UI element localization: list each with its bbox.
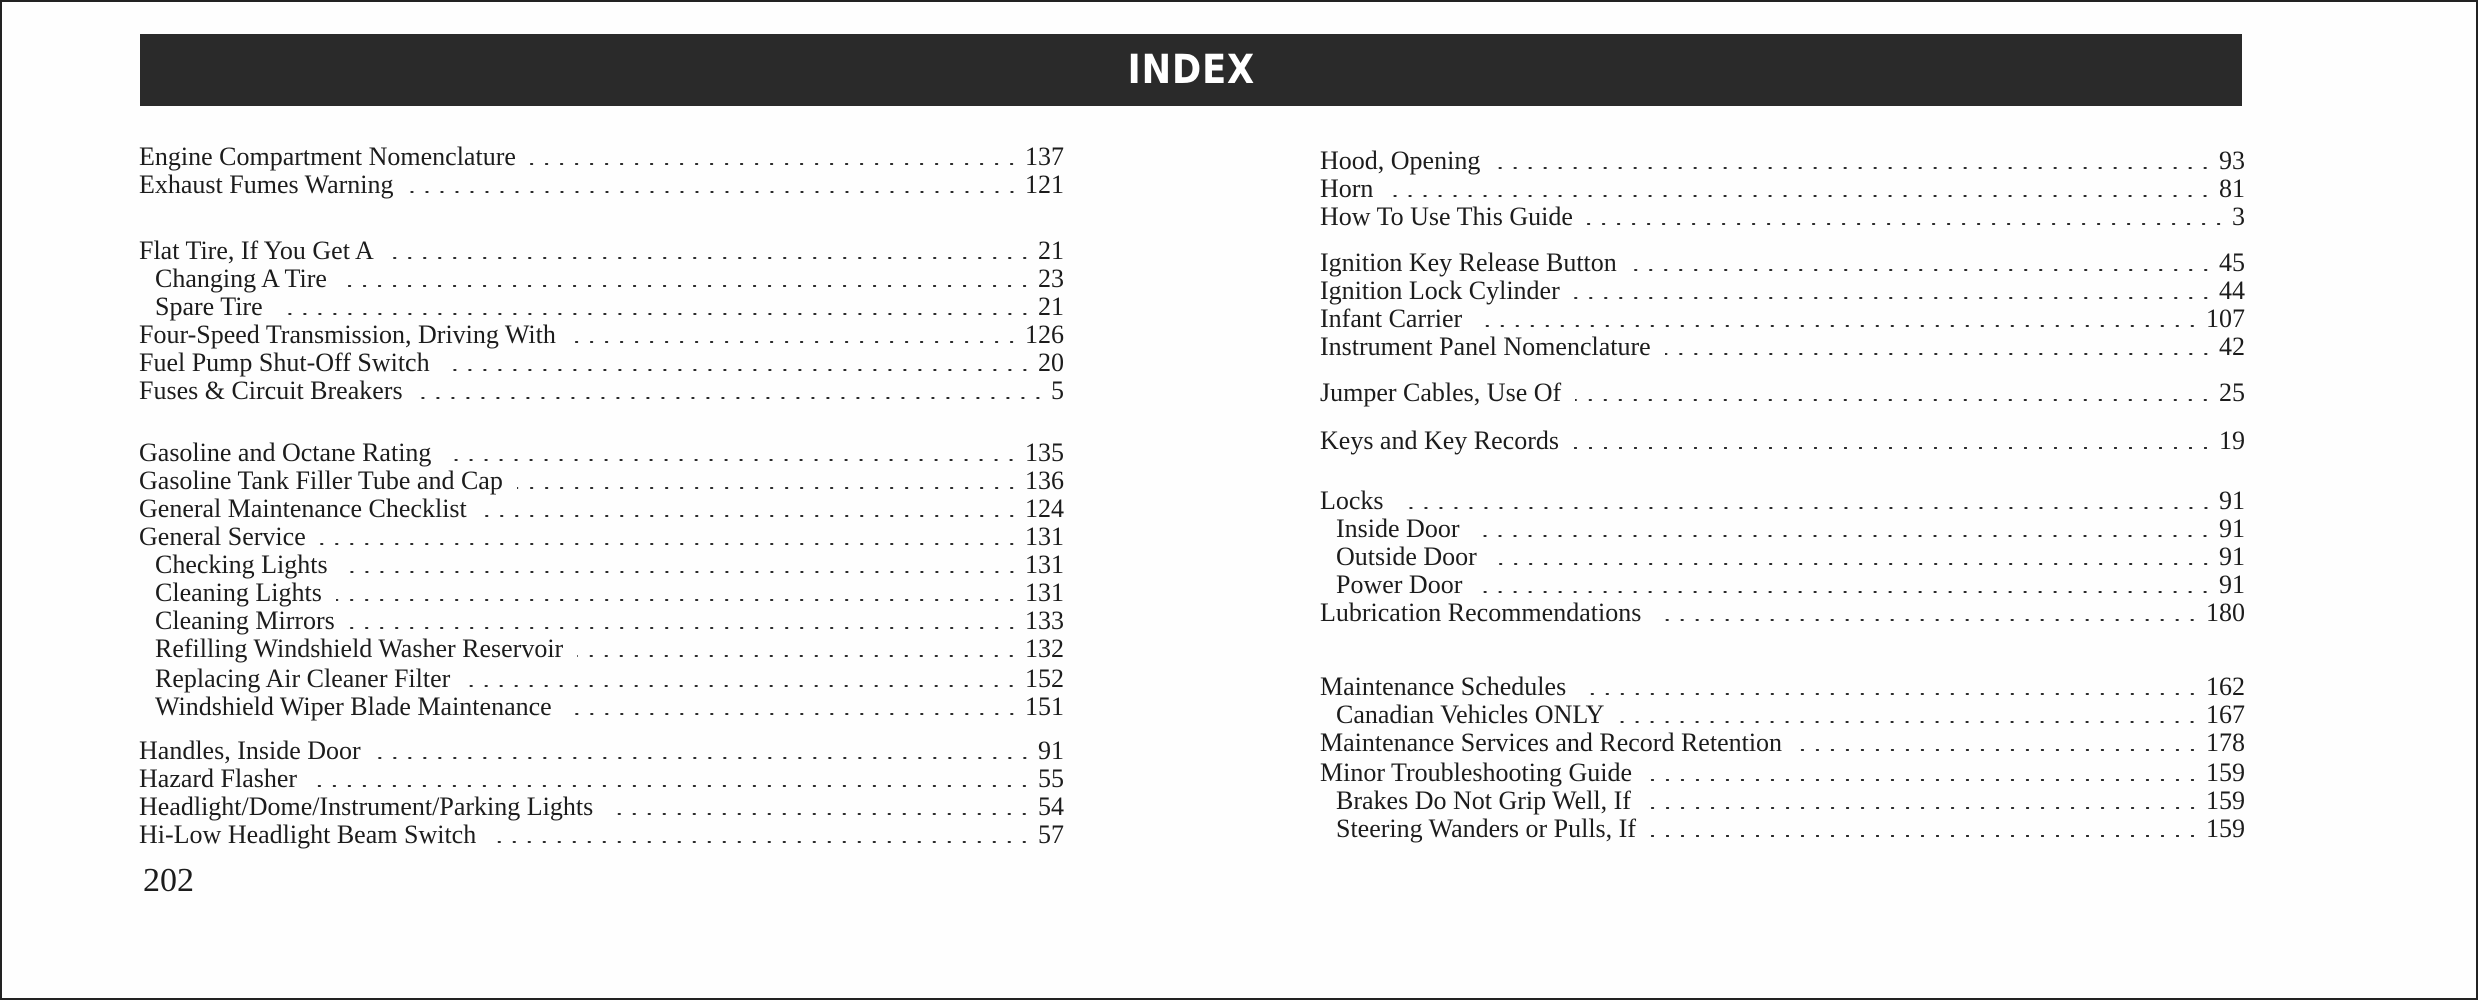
index-entry-label: Hazard Flasher — [139, 764, 298, 793]
index-entry — [139, 466, 1064, 496]
index-entry-page: 25 — [2219, 378, 2245, 407]
dot-leader — [1650, 835, 2200, 837]
index-entry — [139, 438, 1064, 468]
index-entry-label: Refilling Windshield Washer Reservoir — [155, 634, 564, 663]
dot-leader — [375, 757, 1032, 759]
index-entry-page: 132 — [1025, 634, 1064, 663]
index-entry-label: Checking Lights — [155, 550, 328, 579]
dot-leader — [277, 313, 1032, 315]
dot-leader — [1476, 325, 2200, 327]
index-entry-page: 133 — [1025, 606, 1064, 635]
index-entry-page: 20 — [1038, 348, 1064, 377]
index-subentry — [139, 292, 1064, 322]
index-entry-page: 131 — [1025, 550, 1064, 579]
index-entry — [1320, 304, 2245, 334]
index-entry-page: 124 — [1025, 494, 1064, 523]
dot-leader — [1655, 619, 2200, 621]
index-entry-label: Handles, Inside Door — [139, 736, 361, 765]
dot-leader — [1646, 779, 2200, 781]
page-title: INDEX — [1127, 47, 1255, 93]
dot-leader — [490, 841, 1032, 843]
index-entry-label: Exhaust Fumes Warning — [139, 170, 394, 199]
dot-leader — [1618, 721, 2200, 723]
index-entry-label: Four-Speed Transmission, Driving With — [139, 320, 556, 349]
dot-leader — [1580, 693, 2200, 695]
index-entry-label: Steering Wanders or Pulls, If — [1336, 814, 1636, 843]
index-subentry — [139, 578, 1064, 608]
index-entry — [139, 320, 1064, 350]
index-entry-page: 55 — [1038, 764, 1064, 793]
dot-leader — [1573, 447, 2213, 449]
dot-leader — [388, 257, 1032, 259]
dot-leader — [1491, 563, 2213, 565]
index-entry — [139, 522, 1064, 552]
index-entry-label: Jumper Cables, Use Of — [1320, 378, 1562, 407]
index-entry-label: Engine Compartment Nomenclature — [139, 142, 516, 171]
index-entry — [1320, 598, 2245, 628]
index-entry-page: 107 — [2206, 304, 2245, 333]
index-entry-label: Gasoline Tank Filler Tube and Cap — [139, 466, 503, 495]
dot-leader — [607, 813, 1032, 815]
dot-leader — [341, 285, 1032, 287]
index-entry-label: Spare Tire — [155, 292, 263, 321]
index-entry — [1320, 672, 2245, 702]
index-entry — [1320, 728, 2245, 758]
index-entry — [139, 236, 1064, 266]
index-entry-label: Ignition Lock Cylinder — [1320, 276, 1560, 305]
index-header-bar — [140, 34, 2242, 106]
index-subentry — [139, 264, 1064, 294]
index-entry — [139, 764, 1064, 794]
index-entry-page: 178 — [2206, 728, 2245, 757]
index-entry-label: Changing A Tire — [155, 264, 327, 293]
index-entry-label: Infant Carrier — [1320, 304, 1463, 333]
dot-leader — [1476, 591, 2213, 593]
index-entry-page: 91 — [2219, 486, 2245, 515]
page-number: 202 — [143, 862, 194, 899]
index-entry-page: 126 — [1025, 320, 1064, 349]
index-entry-page: 91 — [2219, 542, 2245, 571]
index-entry-label: General Maintenance Checklist — [139, 494, 467, 523]
dot-leader — [1574, 297, 2213, 299]
index-subentry — [139, 692, 1064, 722]
index-subentry — [139, 664, 1064, 694]
index-entry-label: Fuses & Circuit Breakers — [139, 376, 403, 405]
index-entry-page: 91 — [1038, 736, 1064, 765]
index-entry — [139, 792, 1064, 822]
index-entry-label: Fuel Pump Shut-Off Switch — [139, 348, 430, 377]
index-entry — [1320, 248, 2245, 278]
index-entry-page: 42 — [2219, 332, 2245, 361]
index-entry — [1320, 276, 2245, 306]
index-entry-page: 91 — [2219, 514, 2245, 543]
index-subentry — [1320, 700, 2245, 730]
index-entry-label: Maintenance Services and Record Retention — [1320, 728, 1783, 757]
dot-leader — [570, 341, 1019, 343]
index-entry-label: Headlight/Dome/Instrument/Parking Lights — [139, 792, 594, 821]
dot-leader — [566, 713, 1019, 715]
index-entry-label: Instrument Panel Nomenclature — [1320, 332, 1651, 361]
index-subentry — [139, 550, 1064, 580]
index-entry-page: 93 — [2219, 146, 2245, 175]
index-subentry — [139, 606, 1064, 636]
index-entry-label: Locks — [1320, 486, 1384, 515]
index-entry-label: General Service — [139, 522, 306, 551]
index-entry-label: How To Use This Guide — [1320, 202, 1573, 231]
index-entry-page: 19 — [2219, 426, 2245, 455]
index-entry — [1320, 378, 2245, 408]
index-entry-label: Inside Door — [1336, 514, 1460, 543]
dot-leader — [408, 191, 1019, 193]
index-entry-page: 136 — [1025, 466, 1064, 495]
dot-leader — [342, 571, 1019, 573]
index-entry — [139, 348, 1064, 378]
index-entry — [1320, 174, 2245, 204]
dot-leader — [577, 655, 1019, 657]
index-subentry — [1320, 514, 2245, 544]
index-entry-label: Maintenance Schedules — [1320, 672, 1567, 701]
index-entry — [1320, 486, 2245, 516]
index-entry-page: 23 — [1038, 264, 1064, 293]
index-entry-label: Minor Troubleshooting Guide — [1320, 758, 1633, 787]
index-entry-page: 81 — [2219, 174, 2245, 203]
dot-leader — [1587, 223, 2226, 225]
index-entry-page: 21 — [1038, 236, 1064, 265]
index-entry-page: 152 — [1025, 664, 1064, 693]
index-entry-label: Brakes Do Not Grip Well, If — [1336, 786, 1631, 815]
index-entry-page: 159 — [2206, 758, 2245, 787]
dot-leader — [311, 785, 1032, 787]
index-entry-page: 54 — [1038, 792, 1064, 821]
index-entry-label: Windshield Wiper Blade Maintenance — [155, 692, 552, 721]
index-entry-page: 180 — [2206, 598, 2245, 627]
index-entry-page: 151 — [1025, 692, 1064, 721]
index-entry-label: Power Door — [1336, 570, 1463, 599]
index-entry — [139, 170, 1064, 200]
index-entry-page: 3 — [2232, 202, 2245, 231]
index-entry-page: 167 — [2206, 700, 2245, 729]
index-entry-label: Lubrication Recommendations — [1320, 598, 1642, 627]
index-entry-label: Outside Door — [1336, 542, 1477, 571]
index-entry-label: Flat Tire, If You Get A — [139, 236, 374, 265]
index-entry-label: Canadian Vehicles ONLY — [1336, 700, 1605, 729]
index-entry — [139, 820, 1064, 850]
dot-leader — [320, 543, 1019, 545]
index-subentry — [139, 634, 1064, 664]
index-entry-page: 131 — [1025, 578, 1064, 607]
dot-leader — [530, 163, 1019, 165]
index-entry-page: 121 — [1025, 170, 1064, 199]
index-subentry — [1320, 786, 2245, 816]
index-entry-label: Horn — [1320, 174, 1374, 203]
dot-leader — [517, 487, 1019, 489]
dot-leader — [1665, 353, 2213, 355]
index-entry-label: Cleaning Lights — [155, 578, 322, 607]
index-entry — [1320, 332, 2245, 362]
index-subentry — [1320, 542, 2245, 572]
index-entry-page: 131 — [1025, 522, 1064, 551]
dot-leader — [1494, 167, 2213, 169]
dot-leader — [1796, 749, 2200, 751]
index-entry-page: 162 — [2206, 672, 2245, 701]
dot-leader — [1631, 269, 2213, 271]
index-entry-page: 44 — [2219, 276, 2245, 305]
index-entry — [1320, 146, 2245, 176]
dot-leader — [481, 515, 1019, 517]
index-entry-page: 21 — [1038, 292, 1064, 321]
index-entry-page: 137 — [1025, 142, 1064, 171]
dot-leader — [336, 599, 1019, 601]
index-entry — [1320, 426, 2245, 456]
dot-leader — [445, 459, 1019, 461]
index-entry — [139, 376, 1064, 406]
index-subentry — [1320, 570, 2245, 600]
dot-leader — [1473, 535, 2213, 537]
dot-leader — [1575, 399, 2213, 401]
index-entry-page: 91 — [2219, 570, 2245, 599]
index-entry-label: Hood, Opening — [1320, 146, 1481, 175]
dot-leader — [417, 397, 1045, 399]
dot-leader — [1387, 195, 2213, 197]
index-entry — [1320, 202, 2245, 232]
index-entry — [139, 142, 1064, 172]
index-entry-label: Keys and Key Records — [1320, 426, 1559, 455]
index-entry-page: 57 — [1038, 820, 1064, 849]
index-entry — [139, 736, 1064, 766]
dot-leader — [444, 369, 1032, 371]
index-entry — [1320, 758, 2245, 788]
index-entry — [139, 494, 1064, 524]
dot-leader — [1645, 807, 2200, 809]
index-entry-page: 45 — [2219, 248, 2245, 277]
index-subentry — [1320, 814, 2245, 844]
index-entry-label: Cleaning Mirrors — [155, 606, 335, 635]
dot-leader — [349, 627, 1019, 629]
index-entry-label: Gasoline and Octane Rating — [139, 438, 432, 467]
index-entry-label: Ignition Key Release Button — [1320, 248, 1617, 277]
index-entry-page: 135 — [1025, 438, 1064, 467]
dot-leader — [464, 685, 1019, 687]
index-entry-label: Replacing Air Cleaner Filter — [155, 664, 451, 693]
index-entry-label: Hi-Low Headlight Beam Switch — [139, 820, 477, 849]
index-entry-page: 159 — [2206, 786, 2245, 815]
index-entry-page: 159 — [2206, 814, 2245, 843]
index-entry-page: 5 — [1051, 376, 1064, 405]
dot-leader — [1398, 507, 2213, 509]
